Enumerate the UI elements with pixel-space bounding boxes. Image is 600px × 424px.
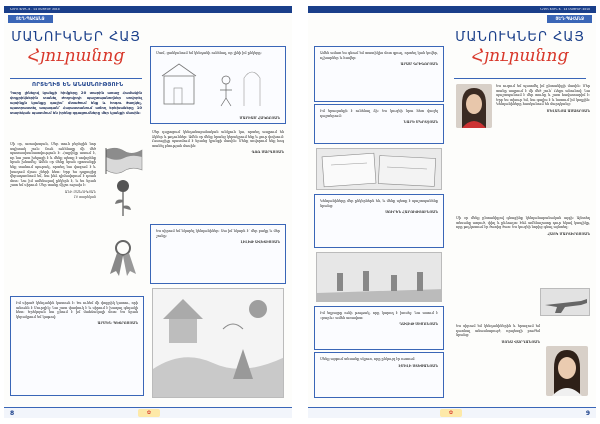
ribbon-image (102, 238, 144, 278)
top-bar (308, 6, 596, 13)
left-article-signature (10, 190, 96, 199)
section-tag: ՑԵՂ-ՊԱՀԱՆՋ (547, 15, 592, 23)
masthead (454, 26, 586, 79)
masthead-line2: Հյուրանոց (27, 46, 125, 66)
crayon-drawing (152, 288, 284, 398)
right-article-2-text: Մի օր մենք ընտանիքով գնացինք կենդանաբանական այգի։ Այնտեղ տեսանք առյուծ, փիղ և ընձուղտ։ Ինձ ամենաշատը դուր եկավ կապիկը, որը թռչկոտում էր ծառից ծառ։ Ես կուզեի նորից գնալ այնտեղ։ (456, 216, 590, 230)
rose-image (108, 178, 138, 218)
right-article-1-signature: ՄԵԼԱՆՅԱ ԱՍԱՏՐՅԱՆ (546, 108, 590, 113)
letter-box-5 (314, 352, 444, 398)
drawing-box-2 (150, 224, 286, 284)
letter-box-2-signature: ՆԱՐԵ ՄԿՐՏՉՅԱՆ (403, 120, 438, 125)
right-article-3-text: Ես սիրում եմ կենդանիներին և երազում եմ դառնալ անասնաբույժ, որպեսզի բուժեմ նրանց։ (456, 324, 540, 338)
flag-icon (102, 144, 144, 174)
ribbon-icon (102, 238, 144, 278)
tickets-image (316, 148, 442, 190)
letter-box-5-text: Մենք այգում տեսանք սկյուռ, որը ընկույզ էր ուտում։ (320, 357, 416, 361)
page-number-left: 8 (10, 410, 15, 417)
right-article-1 (496, 84, 590, 206)
right-article-1-text: Ես ուզում եմ պատմել իմ ընտանիքի մասին։ Մեր տանը ապրում է մի մեծ շուն՝ Ռեքս անունով։ Նա պաշտպանում է մեր տունը և շատ հավատարիմ է։ Երբ ես տխուր եմ, նա գալիս է և նստում իմ կողքին։ Կենդանիները հասկանում են մարդկանց։ (496, 84, 590, 107)
bottom-article-text: Իմ սիրած կենդանին կատուն է։ Ես ունեմ մի փոքրիկ կատու, որի անունն է Մուրզիկ։ Նա շատ փափուկ է և սիրում է խաղալ գնդակի հետ։ Երեկոյան նա քնում է իմ մահճակալի մոտ։ Ես նրան կերակրում եմ կաթով։ (16, 301, 138, 319)
rifle-image (540, 288, 590, 316)
letter-box-4 (314, 306, 444, 350)
logo: ✿ (440, 409, 462, 417)
signature-name: ԱՆԻ ՄԱՆՈՒԿՅԱՆ (64, 189, 96, 194)
letter-box-4-text: Իմ եղբայրը ունի թութակ, որը կարող է խոսել։ Նա ասում է «բարև» ամեն առավոտ։ (320, 311, 438, 320)
rifle-icon (541, 289, 590, 316)
letter-box-4-signature: ԴԱՎԻԹ ՍԻՄՈՆՅԱՆ (399, 322, 438, 327)
letter-box-1-text: Ամեն ամառ ես գնում եմ տատիկիս մոտ գյուղ, որտեղ կան կովեր, ոչխարներ և հավեր։ (320, 51, 438, 60)
drawing-box-2-signature: ԼԻԼԻԹ ԱՎԵՏԻՍՅԱՆ (240, 240, 280, 245)
letter-box-3-signature: ՍՈՒՐԵՆ ՀԱՐՈՒԹՅՈՒՆՅԱՆ (385, 210, 438, 215)
tickets-icon (317, 149, 442, 190)
landscape-drawing-icon (153, 289, 284, 398)
letter-box-1-signature: ԱՐԱՄ ԳՐԻԳՈՐՅԱՆ (400, 62, 438, 67)
masthead-line2: Հյուրանոց (471, 46, 569, 66)
left-article (10, 142, 96, 292)
section-tag: ՑԵՂ-ՊԱՀԱՆՋ (8, 15, 53, 23)
lede: Դարը լինելով կյանքի հիմքերը 20 տարին առաջ Համակին փոքրիկներին տանել ժողովրդի պաշտպանողներ սովորել այսինքն կյանքը գալիս՝ մտածում ենք և հոգու ծաղկել, պատրաստել ապագան՝ Հայաստանում աճող երեխաները 10 տարեկան պատմում են իրենց զգացումները մեր կյանքի մասին։ (10, 90, 142, 115)
flag-image (102, 144, 144, 174)
letter-box-2 (314, 104, 444, 144)
letter-box-3-text: Կենդանիները մեր ընկերներն են, և մենք պետք է պաշտպանենք նրանց։ (320, 199, 438, 208)
drawing-box-1-signature: ՄԱՐԻԱՄ ՀԱԿՈԲՅԱՆ (239, 115, 280, 120)
rose-icon (108, 178, 138, 218)
letter-box-3 (314, 194, 444, 248)
logo: ✿ (138, 409, 160, 417)
portrait-icon (456, 84, 492, 128)
portrait-icon (546, 346, 588, 396)
child-photo-2 (546, 346, 588, 396)
soldiers-drawing (316, 252, 442, 302)
letter-box-1 (314, 46, 444, 102)
top-bar (4, 6, 292, 13)
drawing-box-1 (150, 46, 286, 124)
house-drawing-icon (156, 58, 266, 110)
left-article-text: Մի օր, առավոտյան, Մեր տուն բերեցին նոր սպիտակ շուն։ Շուն ունենալը մի մեծ պատասխանատվություն է։ Հայրիկը ասում է, որ նա շատ խելացի է և մենք պետք է սովորենք նրան խնամել։ Ամեն օր մենք նրան զբոսանքի ենք տանում պուրակ, որտեղ նա վազում է և խաղում մյուս շների հետ։ Երբ ես դպրոցից վերադառնում եմ, նա ինձ դիմավորում է դռան մոտ։ Նա իմ ամենալավ ընկերն է, և ես նրան շատ եմ սիրում։ Մեր տանը միշտ ուրախ է։ (10, 142, 96, 188)
top-bar-text: ՆՈՒՌ ՏՈՒՆ 6 · 14 ՄԱՅԻՍԻ 2010 (10, 7, 60, 11)
mid-article-signature: ԳՈՌ ՍԱՐԳՍՅԱՆ (251, 150, 284, 155)
right-article-3 (456, 324, 540, 396)
right-page (308, 6, 596, 418)
drawing-box-1-text: Մամ, ցանկանում եմ կենդանի ունենալ, որ լինի իմ ընկերը։ (156, 51, 262, 55)
child-photo-1 (456, 84, 492, 128)
left-page (4, 6, 292, 418)
masthead (10, 26, 142, 79)
right-article-2-signature: ՀԱՅԿ ՄԱՐՏԻՐՈՍՅԱՆ (547, 231, 590, 236)
mid-article-text: Մեր դպրոցում կենդանաբանական անկյուն կա, որտեղ ապրում են ձկներ և թռչուններ։ Ամեն օր մենք նրանց կերակրում ենք և ջուր փոխում։ Ուսուցիչը պատմում է նրանց կյանքի մասին։ Մենք սովորում ենք հոգ տանել բնության մասին։ (152, 130, 284, 148)
masthead-line1: ՄԱՆՈՒԿՆԵՐ ՀԱՅ (455, 30, 585, 45)
signature-place: 10 տարեկան (73, 194, 96, 199)
bottom-article-box (10, 296, 144, 396)
page-number-right: 9 (585, 410, 590, 417)
soldiers-drawing-icon (317, 253, 442, 302)
headline: ՈՐՏԵՂԻՑ ԵՆ ԱՆԱՍՆՈՒԹՅՈՒՆ (32, 82, 124, 88)
letter-box-5-signature: ԷՄԻԼԻ ՍՏԵՓԱՆՅԱՆ (398, 363, 438, 368)
drawing-box-2-text: Ես սիրում եմ նկարել կենդանիներ։ Սա իմ նկարն է՝ մեր բակը և մեր շունը։ (156, 229, 280, 238)
right-article-3-signature: ՍՈՆԱ ՎԱՐԴԱՆՅԱՆ (501, 339, 540, 344)
bottom-article-signature: ԱՐՄԵՆ ՊԵՏՐՈՍՅԱՆ (97, 321, 138, 326)
masthead-line1: ՄԱՆՈՒԿՆԵՐ ՀԱՅ (11, 30, 141, 45)
mid-article (152, 130, 284, 222)
top-bar-text: ՆՈՒՌ ՏՈՒՆ 6 · 14 ՄԱՅԻՍԻ 2010 (540, 7, 590, 11)
letter-box-2-text: Իմ երազանքն է ունենալ ձի։ Ես կուզեի նրա հետ վազել դաշտերում։ (320, 109, 438, 118)
